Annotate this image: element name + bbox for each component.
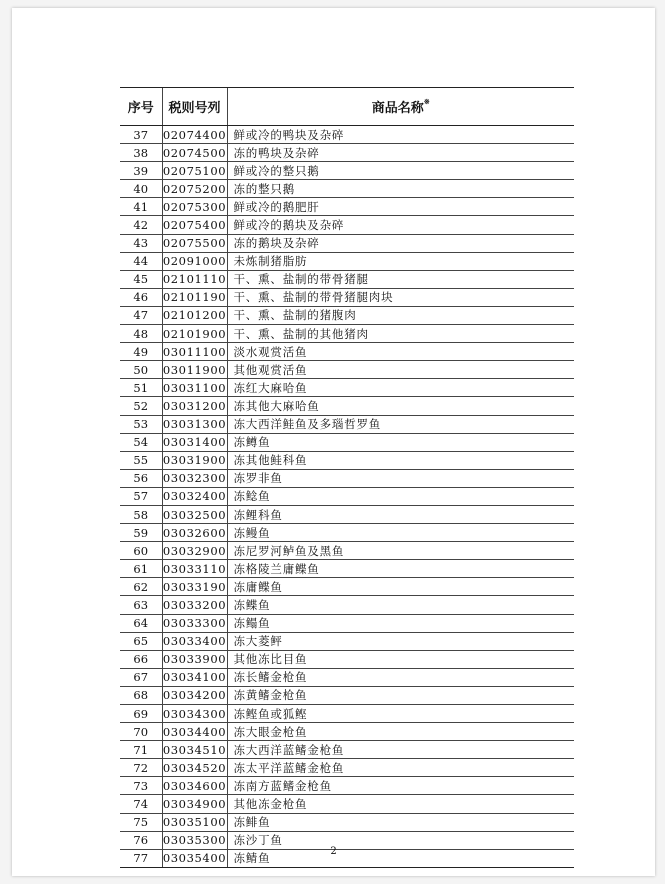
table-row (120, 705, 574, 723)
row-name: 其他冻金枪鱼 (227, 795, 574, 813)
table-row (120, 524, 574, 542)
page-number: 2 (330, 846, 337, 857)
table-row (120, 397, 574, 415)
table-row (120, 686, 574, 704)
row-seq: 61 (120, 560, 162, 578)
row-code: 03031200 (162, 397, 227, 415)
row-seq: 67 (120, 668, 162, 686)
row-name: 冻长鳍金枪鱼 (227, 668, 574, 686)
row-code: 03035400 (162, 849, 227, 867)
row-name: 冻大西洋蓝鳍金枪鱼 (227, 741, 574, 759)
row-seq: 69 (120, 705, 162, 723)
row-seq: 44 (120, 252, 162, 270)
table-row (120, 379, 574, 397)
row-code: 03034100 (162, 668, 227, 686)
row-code: 03035300 (162, 831, 227, 849)
row-seq: 62 (120, 578, 162, 596)
table-row (120, 162, 574, 180)
row-code: 03032300 (162, 469, 227, 487)
row-seq: 72 (120, 759, 162, 777)
row-seq: 58 (120, 505, 162, 523)
row-code: 02101110 (162, 270, 227, 288)
row-name: 冻其他鲑科鱼 (227, 451, 574, 469)
row-code: 03034510 (162, 741, 227, 759)
table-row (120, 632, 574, 650)
row-code: 03033190 (162, 578, 227, 596)
table-row (120, 288, 574, 306)
row-name: 冻的鹅块及杂碎 (227, 234, 574, 252)
tariff-table (120, 87, 574, 868)
row-name: 冻鲤科鱼 (227, 505, 574, 523)
row-seq: 55 (120, 451, 162, 469)
row-code: 03034600 (162, 777, 227, 795)
row-code: 03034900 (162, 795, 227, 813)
row-code: 02075400 (162, 216, 227, 234)
row-code: 03033200 (162, 596, 227, 614)
row-seq: 75 (120, 813, 162, 831)
row-code: 03034300 (162, 705, 227, 723)
table-row (120, 306, 574, 324)
row-seq: 40 (120, 180, 162, 198)
table-row (120, 795, 574, 813)
row-name: 冻大菱鲆 (227, 632, 574, 650)
header-code: 税则号列 (162, 88, 227, 126)
table-row (120, 650, 574, 668)
table-row (120, 433, 574, 451)
row-code: 03032500 (162, 505, 227, 523)
row-seq: 42 (120, 216, 162, 234)
table-row (120, 216, 574, 234)
row-seq: 37 (120, 126, 162, 144)
header-name-note: ※ (423, 97, 430, 106)
table-row (120, 487, 574, 505)
table-row (120, 542, 574, 560)
row-code: 02074500 (162, 144, 227, 162)
header-seq: 序号 (120, 88, 162, 126)
row-name: 冻鲱鱼 (227, 813, 574, 831)
row-name: 冻红大麻哈鱼 (227, 379, 574, 397)
row-seq: 43 (120, 234, 162, 252)
row-seq: 70 (120, 723, 162, 741)
row-name: 干、熏、盐制的猪腹肉 (227, 306, 574, 324)
row-seq: 53 (120, 415, 162, 433)
row-name: 鲜或冷的鸭块及杂碎 (227, 126, 574, 144)
row-code: 03035100 (162, 813, 227, 831)
table-row (120, 596, 574, 614)
header-name-label: 商品名称 (371, 101, 424, 116)
row-seq: 74 (120, 795, 162, 813)
row-code: 03033400 (162, 632, 227, 650)
row-seq: 68 (120, 686, 162, 704)
row-code: 02091000 (162, 252, 227, 270)
table-row (120, 270, 574, 288)
row-seq: 41 (120, 198, 162, 216)
document-page (12, 8, 655, 876)
row-code: 02075200 (162, 180, 227, 198)
row-name: 冻其他大麻哈鱼 (227, 397, 574, 415)
row-code: 03011900 (162, 361, 227, 379)
row-seq: 38 (120, 144, 162, 162)
row-seq: 45 (120, 270, 162, 288)
row-seq: 57 (120, 487, 162, 505)
table-row (120, 415, 574, 433)
table-row (120, 578, 574, 596)
row-name: 冻鲶鱼 (227, 487, 574, 505)
table-row (120, 741, 574, 759)
row-seq: 63 (120, 596, 162, 614)
header-row (120, 88, 574, 126)
row-seq: 47 (120, 306, 162, 324)
row-seq: 60 (120, 542, 162, 560)
row-name: 冻鲽鱼 (227, 596, 574, 614)
row-seq: 56 (120, 469, 162, 487)
table-row (120, 144, 574, 162)
row-code: 03031400 (162, 433, 227, 451)
table-row (120, 325, 574, 343)
row-seq: 46 (120, 288, 162, 306)
row-code: 03032900 (162, 542, 227, 560)
header-name (227, 88, 574, 126)
row-code: 02075100 (162, 162, 227, 180)
row-name: 其他观赏活鱼 (227, 361, 574, 379)
row-name: 冻鲭鱼 (227, 849, 574, 867)
row-code: 03034200 (162, 686, 227, 704)
row-code: 03033300 (162, 614, 227, 632)
row-seq: 50 (120, 361, 162, 379)
row-seq: 65 (120, 632, 162, 650)
row-name: 冻鳟鱼 (227, 433, 574, 451)
row-name: 干、熏、盐制的带骨猪腿 (227, 270, 574, 288)
row-name: 冻庸鲽鱼 (227, 578, 574, 596)
row-code: 03033900 (162, 650, 227, 668)
row-name: 冻的整只鹅 (227, 180, 574, 198)
table-row (120, 451, 574, 469)
row-name: 鲜或冷的鹅肥肝 (227, 198, 574, 216)
row-name: 冻尼罗河鲈鱼及黑鱼 (227, 542, 574, 560)
row-seq: 71 (120, 741, 162, 759)
table-row (120, 469, 574, 487)
row-name: 冻鳎鱼 (227, 614, 574, 632)
row-seq: 59 (120, 524, 162, 542)
row-name: 冻大眼金枪鱼 (227, 723, 574, 741)
row-name: 冻的鸭块及杂碎 (227, 144, 574, 162)
row-name: 冻格陵兰庸鲽鱼 (227, 560, 574, 578)
table-row (120, 759, 574, 777)
row-name: 冻太平洋蓝鳍金枪鱼 (227, 759, 574, 777)
table-row (120, 180, 574, 198)
table-row (120, 560, 574, 578)
row-name: 鲜或冷的鹅块及杂碎 (227, 216, 574, 234)
row-name: 淡水观赏活鱼 (227, 343, 574, 361)
table-row (120, 252, 574, 270)
table-row (120, 234, 574, 252)
row-seq: 73 (120, 777, 162, 795)
row-code: 02101200 (162, 306, 227, 324)
row-name: 冻黄鳍金枪鱼 (227, 686, 574, 704)
row-seq: 64 (120, 614, 162, 632)
row-seq: 51 (120, 379, 162, 397)
row-name: 冻罗非鱼 (227, 469, 574, 487)
row-code: 03034400 (162, 723, 227, 741)
row-code: 03031100 (162, 379, 227, 397)
row-code: 03011100 (162, 343, 227, 361)
row-name: 冻南方蓝鳍金枪鱼 (227, 777, 574, 795)
row-seq: 48 (120, 325, 162, 343)
table-row (120, 343, 574, 361)
row-seq: 52 (120, 397, 162, 415)
table-body (120, 126, 574, 868)
row-name: 鲜或冷的整只鹅 (227, 162, 574, 180)
row-code: 02101900 (162, 325, 227, 343)
table-row (120, 198, 574, 216)
row-name: 冻沙丁鱼 (227, 831, 574, 849)
table-row (120, 361, 574, 379)
row-name: 未炼制猪脂肪 (227, 252, 574, 270)
row-seq: 49 (120, 343, 162, 361)
table-row (120, 505, 574, 523)
row-seq: 39 (120, 162, 162, 180)
table-row (120, 813, 574, 831)
row-code: 03034520 (162, 759, 227, 777)
row-name: 干、熏、盐制的其他猪肉 (227, 325, 574, 343)
row-name: 冻鳗鱼 (227, 524, 574, 542)
row-code: 03032400 (162, 487, 227, 505)
table-row (120, 126, 574, 144)
row-code: 03031900 (162, 451, 227, 469)
table-row (120, 668, 574, 686)
row-code: 02101190 (162, 288, 227, 306)
row-code: 03032600 (162, 524, 227, 542)
row-name: 冻鲣鱼或狐鲣 (227, 705, 574, 723)
row-name: 其他冻比目鱼 (227, 650, 574, 668)
row-seq: 54 (120, 433, 162, 451)
row-seq: 77 (120, 849, 162, 867)
row-code: 02075300 (162, 198, 227, 216)
row-name: 干、熏、盐制的带骨猪腿肉块 (227, 288, 574, 306)
table-row (120, 777, 574, 795)
row-seq: 76 (120, 831, 162, 849)
table-row (120, 723, 574, 741)
row-code: 03033110 (162, 560, 227, 578)
table-row (120, 614, 574, 632)
row-code: 02075500 (162, 234, 227, 252)
table-header (120, 88, 574, 126)
row-code: 02074400 (162, 126, 227, 144)
row-name: 冻大西洋鲑鱼及多瑙哲罗鱼 (227, 415, 574, 433)
row-code: 03031300 (162, 415, 227, 433)
row-seq: 66 (120, 650, 162, 668)
